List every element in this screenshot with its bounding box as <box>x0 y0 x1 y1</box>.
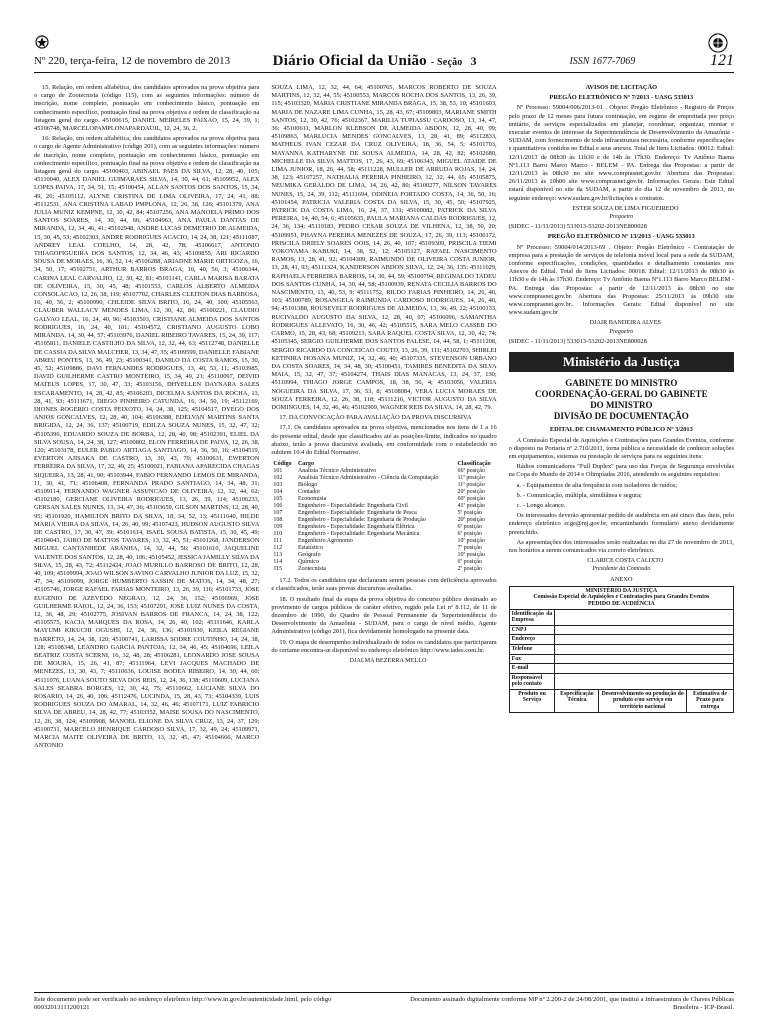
cell-cargo: Analista Técnico Administrativo <box>297 468 377 475</box>
cell-cargo: Engenheiro - Especialidade: Engenharia Civil <box>297 503 408 510</box>
edital-text: A Comissão Especial de Aquisições e Contratações para Grandes Eventos, conforme o disposto na Portaria nº 2.710/2011, torna pública a necessidade de conhecer soluções em equipamentos, sistemas ou prestação de serviços para os seguintes itens: <box>508 436 734 460</box>
pregao-7-title: PREGÃO ELETRÔNICO Nº 7/2013 - UASG 533013 <box>549 94 694 102</box>
table-row <box>271 482 496 489</box>
item-19: 19. O mapa de desempenho individualizado de todos os candidatos que participaram do certame encontra-se disponível no endereço eletrônico http://www.iades.com.br. <box>271 638 497 654</box>
col-header-cargo: Cargo <box>297 461 314 468</box>
table-row <box>271 468 496 475</box>
list-continuation: SOUZA LIMA, 12, 32, 44, 64; 45100765, MARCOS ROBERTO DE SOUZA MARTINS, 12, 32, 44, 55; 45100553, MARCOS ROCHA DOS SANTOS, 13, 26, 39, 115; 45103320, MARIA CRISTIANE MIRANDA BRAGA, 15, 38, 53, 10; 45101603, MARIA DE NAZARE LIMA CUNHA, 15, 28, 43, 67; 45109803, MARIANE SMITH SANTOS, 12, 30, 42, 76; 45102367, MARILIA TUPIASSU CARDOSO, 13, 34, 47, 36; 45100611, MARLON KLEBSON DE ALMEIDA ABDON, 12, 28, 40, 99; 45109863, MARLUCIA MENDES GONCALVES, 13, 28, 41, 89; 45112833, MATHEUS IVAN CEZAR DA CRUZ OLIVEIRA, 18, 36, 54, 5; 45101703, MAYANNA KATHARYNE DE SOUSA ALMEIDA, 14, 28, 42, 82; 45102680, MICHELLE DA SILVA MATTOS, 17, 26, 43, 69; 45106343, MIGUEL ATAIDE DE LIMA JUNIOR, 18, 26, 44, 58; 45111228, MULLER DE ARRUDA ROJAS, 14, 24, 38, 123; 45107257, NATHALIA PEREIRA PINHEIRO, 12, 32, 44, 65; 45105875, NEUMIKA GERALDO DE LIMA, 14, 26, 42, 80; 45100277, NILSON TAVARES NUNES, 15, 24, 39, 112; 45111694, ODINEIA FORTADO COSTA, 14, 36, 50, 16; 45101454, PATRICIA VALERIA COSTA DA SILVA, 15, 30, 45, 50; 45107925, PATRICK DA COSTA LIMA, 16, 24, 37, 131; 45100082, PATRICK DA SILVA PEREIRA, 14, 40, 54, 6; 45105635, PAULA MARIANA CALDAS RODRIGUES, 12, 24, 36, 134; 45110183, PEDRO CESAR SOUZA DE VILHENA, 12, 38, 50, 20; 45109951, PHAYNA PEREIRA MENEZES DE SOUZA, 17, 26, 39, 113; 45106172, PRISCILA DRIELY SOARES OOIS, 14, 26, 40, 107; 45109309, PRISCILA TIEMI YOKOYAMA KABUKI, 14, 38, 52, 12; 45105127, RAFAEL NASCIMENTO RAMOS, 13, 28, 41, 92; 45104309, RAIMUNDO DE OLIVEIRA COSTA JUNIOR, 13, 28, 41, 93; 45111324, KANDERSON ABDON SILVA, 12, 24, 36, 135; 45111029, RAPHAELA FERREIRA BARROS, 14, 30, 44, 59; 45100794, REGINALDO TADEU DOS SANTOS CUNHA, 14, 30, 44, 58; 45100939, RENATA CECILIA BARROS DO NASCIMENTO, 13, 40, 53, 9; 45111752, RILDO FARIAS PINHEIRO, 14, 26, 40, 103; 45100789, ROSANGELA RAIMUNDA CARDOSO RODRIGUES, 14, 26, 40, 94; 45101388, ROUSEVELT RODRIGUES DE ALMEIDA, 13, 36, 49, 22; 45100133, RUCIVALDO AUGUSTO DA SILVA, 12, 28, 40, 97; 45106096, SAMANTHA RODRIGUES ALLEVATO, 16, 30, 46, 42; 45105515, SARA MELO CASSEB DO CARMO, 15, 28, 43, 68; 45109213, SARA RAQUEL COSTA SILVA, 12, 30, 42, 74; 45105345, SERGIO GUILHERME DOS SANTOS FALESE, 14, 44, 58, 1; 45111208, SERGIO RICARDO DA CONCEICAO COUTO, 13, 26, 39, 111; 45102703, SHIRLEI KETINIRA HOSANA MUNIZ, 14, 32, 46, 40; 45107335, STEVENSON URBANO DA COSTA SOARES, 14, 34, 48, 30; 45100451, TAMIRES BENEDITA DA SILVA MAIA, 15, 32, 47, 37; 45104274, THAIS DIAS MANACAS, 13, 24, 37, 130; 45110994, THIAGO JORGE CAMPOS, 18, 38, 56, 4; 45103056, VALERIA NOGUEIRA DA SILVA, 17, 36, 53, 8; 45108084, VERA LUCIA MORAES DE SOUZA FERREIRA, 12, 26, 38, 118; 45111216, VICTOR AUGUSTO DA SILVA DOMINGUES, 14, 32, 46, 46; 45102909, WAGNER REIS DA SILVA, 14, 28, 42, 79. <box>271 84 497 411</box>
page-footer <box>34 992 734 1012</box>
column-1 <box>34 84 259 980</box>
cell-classificacao: 6ª posição <box>457 559 482 566</box>
form-field: Responsável pelo contato <box>509 673 555 689</box>
cell-codigo: 114 <box>273 559 283 566</box>
cell-classificacao: 11ª posição <box>457 482 485 489</box>
cell-cargo: Engenheiro Agrônomo <box>297 538 353 545</box>
cell-codigo: 105 <box>273 496 283 503</box>
form-field: CNPJ <box>509 625 555 635</box>
journal-title: Diário Oficial da União - Seção 3 <box>272 52 477 69</box>
cell-cargo: Engenheiro - Especialidade: Engenharia Elétrica <box>297 524 415 531</box>
cell-codigo: 115 <box>273 566 283 573</box>
form-title: PEDIDO DE AUDIÊNCIA <box>587 600 655 607</box>
cell-classificacao: 5ª posição <box>457 510 482 517</box>
cell-classificacao: 6ª posição <box>457 524 482 531</box>
table-row <box>271 475 496 482</box>
radios-text: Rádios comunicadores "Full Duplex" para uso das Forças de Segurança envolvidas na Copa do Mundo de 2014 e Olimpíadas 2016, atendendo os seguintes requisitos: <box>508 463 734 479</box>
cell-classificacao: 41ª posição <box>457 503 485 510</box>
cell-cargo: Analista Técnico Administrativo - Ciência da Computação <box>297 475 439 482</box>
cell-codigo: 102 <box>273 475 283 482</box>
table-row <box>271 517 496 524</box>
cell-cargo: Engenheiro - Especialidade: Engenharia de Pesca <box>297 510 417 517</box>
cell-classificacao: 2ª posição <box>457 566 482 573</box>
section-label: - Seção <box>430 56 463 68</box>
issue-date: Nº 220, terça-feira, 12 de novembro de 2013 <box>34 55 231 67</box>
cell-cargo: Engenheiro - Especialidade: Engenharia Mecânica <box>297 531 420 538</box>
form-col-produto: Produto ou Serviço <box>509 689 555 712</box>
table-row <box>271 559 496 566</box>
footer-signature-note: Documento assinado digitalmente conforme MP nº 2.200-2 de 24/08/2001, que institui a Infraestrutura de Chaves Públicas Brasileira - ICP-Brasil. <box>410 996 734 1011</box>
footer-verification: Este documento pode ser verificado no endereço eletrônico http://www.in.gov.br/autenticidade.html, pelo código 00032013111200121 <box>34 996 332 1011</box>
col-header-classificacao: Classificação <box>457 461 491 468</box>
cell-classificacao: 20ª posição <box>457 489 485 496</box>
form-field: Telefone <box>509 644 555 654</box>
table-header-row <box>271 461 496 468</box>
form-header: MINISTÉRIO DA JUSTIÇA <box>585 587 658 594</box>
cell-codigo: 106 <box>273 503 283 510</box>
cell-classificacao: 10ª posição <box>457 538 485 545</box>
cell-codigo: 108 <box>273 517 283 524</box>
item-17-1: 17.1. Os candidatos aprovados na prova objetiva, mencionados nos itens de 1 a 16 do presente edital, desde que classificados até as posições-limite, indicados no quadro abaixo, terão a prova discursiva avaliada, em conformidade com o estabelecido no subitem 10.4 do Edital Normativo. <box>271 424 497 456</box>
table-row <box>271 552 496 559</box>
page-header <box>34 50 734 73</box>
form-sub: Comissão Especial de Aquisições e Contratações para Grandes Eventos <box>533 594 710 601</box>
edital-title: EDITAL DE CHAMAMENTO PÚBLICO Nº 3/2013 <box>549 426 693 434</box>
table-row <box>271 531 496 538</box>
table-row <box>271 524 496 531</box>
pregao-7-text: Nº Processo: 59004/006/2013-01 . Objeto: Pregão Eletrônico - Registro de Preços pelo prazo de 12 meses para futura contratação, em regime de empreitada por preço unitário, de serviços especializados em planejar, coordenar, organizar, montar e executar eventos de interesse da Superintendência de Desenvolvimento da Amazônia - SUDAM, com fornecimento de toda infraestrutura necessária, conforme especificações e quantitativos contidos no Edital e seus anexos. Total de Itens Licitados: 00012. Edital: 12/11/2013 de 08h30 às 11h30 e de 14h às 17h30. Endereço: Tv Antônio Baena Nº1.113 Barro Marco Marco - BELEM - PA. Entrega das Propostas: a partir de 12/11/2013 às 08h30 no site www.comprasnet.gov.br. Abertura das Propostas: 26/11/2013 às 10h00 site www.comprasnet.gov.br. Informações Gerais: Este Edital estará disponível no site da SUDAM, a partir do dia 12 de novembro de 2013, no seguinte endereço: www.sudam.gov.br/licitações e contratos. <box>508 104 734 202</box>
cell-classificacao: 11ª posição <box>457 475 485 482</box>
cell-codigo: 107 <box>273 510 283 517</box>
cell-cargo: Contador <box>297 489 321 496</box>
item-15: 15. Relação, em ordem alfabética, dos candidatos aprovados na prova objetiva para o cargo de Zootecnista (código 115), com as seguintes informações: número de inscrição, nome completo, pontuação em conhecimento básico, pontuação em conhecimento específico, pontuação final na prova objetiva e ordem de classificação na listagem geral do cargo. 45100615, DANIEL MEIRELES PAIXAO, 15, 24, 39, 1; 45106748, MARCELOPAMPLONAPARDAUIL, 12, 24, 36, 2. <box>34 84 260 133</box>
interessados-text: Os interessados deverão apresentar pedido de audiência em até cinco dias úteis, pelo endereço eletrônico ecge@mj.gov.br, encaminhando formulário anexo devidamente preenchido. <box>508 512 734 536</box>
classification-table <box>271 461 496 573</box>
column-2 <box>271 84 496 980</box>
audience-request-form <box>509 586 734 713</box>
pregao-13-title: PREGÃO ELETRÔNICO Nº 13/2013 - UASG 533013 <box>547 233 695 241</box>
sidec-1: (SIDEC - 11/11/2013) 533013-53202-2013NE800028 <box>508 223 647 231</box>
coat-of-arms-icon <box>32 34 52 50</box>
cell-classificacao: 66ª posição <box>457 468 485 475</box>
form-field: Identificação da Empresa <box>509 609 555 625</box>
cell-codigo: 101 <box>273 468 283 475</box>
col-header-codigo: Código <box>273 461 292 468</box>
cell-codigo: 103 <box>273 482 283 489</box>
gabinete-block: GABINETE DO MINISTRO COORDENAÇÃO-GERAL DO GABINETE DO MINISTRO DIVISÃO DE DOCUMENTAÇÃO <box>535 378 708 422</box>
cell-codigo: 104 <box>273 489 283 496</box>
page-number: 121 <box>709 52 734 69</box>
cell-codigo: 109 <box>273 524 283 531</box>
imprensa-nacional-seal-icon <box>706 32 730 54</box>
cell-cargo: Economista <box>297 496 327 503</box>
table-row <box>271 496 496 503</box>
cell-classificacao: 60ª posição <box>457 496 485 503</box>
cell-cargo: Engenheiro - Especialidade: Engenharia de Produção <box>297 517 426 524</box>
item-17-2: 17.2. Todos os candidatos que declararam serem pessoas com deficiência aprovados e classificados, terão suas provas discursivas avaliadas. <box>271 577 497 593</box>
section-number: 3 <box>470 53 477 68</box>
item-18: 18. O resultado final da etapa da prova objetiva do concurso público destinado ao provimento de cargos públicos de caráter efetivo, regido pela Lei nº 8.112, de 11 de dezembro de 1990, do Quadro de Pessoal Permanente da Superintendência do Desenvolvimento da Amazônia - SUDAM, para o cargo de nível médio, Agente Administrativo (código 201), fica devidamente homologado na presente data. <box>271 595 497 636</box>
pregao-13-text: Nº Processo: 59004/014/2013-69 . Objeto: Pregão Eletrônico - Contratação de empresa para a prestação de serviços de telefonia móvel local para a sede da SUDAM, conforme especificações, condições, quantidades e detalhamento constantes nos Anexos do Edital. Total de Itens Licitados: 00018. Edital: 12/11/2013 de 08h30 às 11h30 e de 14h às 17h30. Endereço: Tv Antônio Baena Nº1.113 Barro Marco BELEM - PA. Entrega das Propostas: a partir de 12/11/2013 às 08h30 no site www.comprasnet.gov.br. Abertura das Propostas: 25/11/2013 às 09h30 site www.comprasnet.gov.br.. Informações Gerais: Edital disponível no site www.sudam.gov.br <box>508 243 734 317</box>
form-col-prazo: Estimativa de Prazo para entrega <box>686 689 733 712</box>
table-row <box>271 510 496 517</box>
item-17-heading: 17. DA CONVOCAÇÃO PARA AVALIAÇÃO DA PROVA DISCURSIVA <box>279 414 472 422</box>
apresentacoes-text: As apresentações dos interessados serão realizadas no dia 27 de novembro de 2013, nos horários a serem comunicados via correio eletrônico. <box>508 538 734 554</box>
cell-codigo: 110 <box>273 531 283 538</box>
signature-djair: DJAIR BANDEIRA ALVES Pregoeiro <box>589 319 661 335</box>
cell-codigo: 111 <box>273 538 282 545</box>
table-row <box>271 489 496 496</box>
form-col-especificacao: Especificação Técnica <box>555 689 599 712</box>
avisos-title: AVISOS DE LICITAÇÃO <box>585 84 658 91</box>
signature-ester: ESTER SOUZA DE LIMA FIGUEIREDO Pregoeiro <box>572 204 679 221</box>
cell-classificacao: 6ª posição <box>457 531 482 538</box>
cell-codigo: 112 <box>273 545 283 552</box>
issn: ISSN 1677-7069 <box>569 55 636 67</box>
requirement-a: a. - Equipamentos de alta frequência com isoladores de ruídos; <box>516 481 678 489</box>
form-field: E-mail <box>509 664 555 674</box>
table-row <box>271 503 496 510</box>
anexo-label: ANEXO <box>610 575 633 583</box>
form-col-desenvolvimento: Desenvolvimento ou produção do produto e/ou serviço em território nacional <box>599 689 686 712</box>
cell-cargo: Biólogo <box>297 482 318 489</box>
cell-classificacao: 20ª posição <box>457 517 485 524</box>
cell-cargo: Químico <box>297 559 319 566</box>
requirement-c: c. - Longo alcance. <box>516 501 566 509</box>
content-columns <box>34 84 734 980</box>
cell-classificacao: 10ª posição <box>457 552 485 559</box>
table-body <box>271 468 496 573</box>
cell-cargo: Estatístico <box>297 545 323 552</box>
sidec-2: (SIDEC - 11/11/2013) 533013-53202-2013NE800028 <box>508 337 647 345</box>
cell-cargo: Geógrafo <box>297 552 321 559</box>
signature-djalma: DJALMA BEZERRA MELLO <box>349 656 427 664</box>
table-row <box>271 538 496 545</box>
item-16: 16. Relação, em ordem alfabética, dos candidatos aprovados na prova objetiva para o cargo de Agente Administrativo (código 201), com as seguintes informações: número de inscrição, nome completo, pontuação em conhecimento básico, pontuação em conhecimento específico, pontuação final na prova objetiva e ordem de classificação na listagem geral do cargo. 45100403, ABINAEL PAES DA SILVA, 12, 28, 40, 105; 45110040, ALEX DANIEL GUIMARAES SILVA, 14, 30, 44, 61; 45109952, ALEX LOPES PAIVA, 17, 34, 51, 15; 45100454, ALLAN SANTOS DOS SANTOS, 15, 34, 49, 26; 45105112, ALYNE CRISTINA DE LIMA OLIVEIRA, 17, 24, 41, 88; 45112531, ANA CRISTINA LABAD PMPLONA, 12, 26, 38, 126; 45101379, ANA JULIA MUNIZ KEMPNE, 12, 30, 42, 84; 45107256, ANA MANOELA PRIMO DOS SANTOS SOARES, 14, 30, 44, 66; 45104963, ANA PAULA DANTAS DE MIRANDA, 12, 34, 46, 41; 45102948, ANDRE LUCAS DEMETRIO DE ALMEIDA, 15, 30, 45, 53; 45102303, ANDRE RODRIGUES ACACIO, 14, 24, 38, 121; 45111087, ANDREY LEAL COELHO, 14, 28, 42, 78; 45106617, ANTONIO THIAGOFIGUEIRA DOS SANTOS, 12, 34, 46, 43; 45109855, ARI RICARDO SOUSA DE MORAES, 16, 36, 52, 14; 45106288, ARIADNE MARIE ORTIGOZA, 16, 34, 50, 17; 45102751, ARTHUR BARROS BRAGA, 16, 40, 56, 3; 45106344, CARINA LEAL CARVALHO, 12, 30, 42, 81; 45101141, CARLA MARISA BARATA DE OLIVEIRA, 15, 30, 45, 48; 45101553, CARLOS ALBERTO ALMEIDA CONSOLACAO, 12, 26, 38, 119; 45107702, CHARLES CLEITON DIAS BARBOSA, 16, 40, 56, 2; 45100990, CHLEIDE SILVA BRITO, 16, 24, 40, 100; 45105563, CLAUBER WALLACY MENDES LIMA, 12, 30, 42, 86; 45100221, CLAUDIO GALVAO LEAL, 16, 24, 40, 96; 45103503, CRISTIANE ALMEIDA DOS SANTOS RODRIGUES, 16, 24, 40, 101; 45104572, CRISTIANO AUGUSTO LOBO MIRANDA, 14, 30, 44, 57; 45103976, DANIEL RIBEIRO TAVARES, 15, 24, 39, 117; 45105811, DANIELE CASTILHO DA SILVA, 12, 32, 44, 63; 45112748, DANIELLE DE CASSIA DA SILVA MALCHER, 13, 34, 47, 35; 45109599, DANIELLE FABIANE ABREU PONTES, 13, 36, 49, 23; 45100341, DANILO DA COSTA RAMOS, 15, 30, 45, 52; 45109886, DAVI FERNANDES RODRIGUES, 13, 40, 53, 11; 45103985, DAVID GUILHERME CASTRO MONTEIRO, 15, 34, 49, 21; 45110097, DEIVID MATEUS LOPES, 17, 30, 47, 33; 45103156, DHYELLEN DAYNARA SALES ESCARAMENTO, 14, 28, 42, 85; 45106203, DICELMA SANTOS DA ROCHA, 13, 28, 41, 93; 45111671, DIEGO PINHEIRO CATUNDA, 16, 34, 50, 19; 45112169, DIONES ROGERIO COSTA PEIXOTO, 14, 24, 38, 125; 45104517, DYEGO DOS ANJOS GONCALVES, 12, 28, 40, 104; 45106388, EDELVAN MARTINS SANTA BRIGIDA, 12, 24, 36, 137; 45100719, EDILZA SOUZA NUNES, 15, 32, 47, 32; 45105396, EDUARDO SOUZA DE BORBA, 12, 28, 40, 98; 45102391, ELIEL DA SILVA SOUSA, 14, 24, 38, 127; 45100802, ELON FERREIRA DE PAIVA, 12, 26, 38, 120; 45103178, EULER PABLO ARTIAGA SANTIAGO, 14, 36, 50, 16; 45104519, EVERTON AJISAKA DE CASTRO, 13, 30, 43, 70; 45100631, EWERTON FERREIRA DA SILVA, 17, 32, 49, 25; 45100021, FABIANA APARECIDA CHAGAS SIQUEIRA, 13, 28, 41, 90; 45103944, FABIO FERNANDO LEMOS DE MIRANDA, 11, 30, 41, 71; 45106408, FERNANDA PRADO SANTIAGO, 14, 34, 48, 31; 45109114, FERNANDO WAGNER ASSUNCAO DE OLIVEIRA, 12, 32, 44, 62; 45102180, GERCIANE OLIVEIRA RODRIGUES, 13, 26, 39, 114; 45106233, GERSAN SALES NUNES, 13, 34, 47, 36; 45103659, GILSON MARTINS, 12, 28, 40, 95; 45101920, HAMILTON BRITO DA SILVA, 18, 34, 52, 13; 45111640, HILDE MARIA VIEIRA DA SILVA, 14, 26, 40, 99; 45107423, HUDSON AUGUSTO SILVA DE CASTRO, 17, 30, 47, 39; 45101614, ISAEL SOUSA BATISTA, 15, 30, 45, 49; 45104043, JAIRO DE MATTOS TAVARES, 13, 32, 45, 51; 45101268, JANDERSON MIGUEL CANTANHEDE ARANHA, 14, 32, 44, 56; 45101610, JAQUELINE VALENTE DOS SANTOS, 12, 28, 40, 106; 45105452, JESSICA JAMILLY SILVA DA SILVA, 15, 28, 43, 72; 45112424, JOAO MURILLO BARROSO DE BRITO, 12, 28, 40, 109; 45109994, JOAO WILSON SAVINO CARVALHO JUNIOR DA LUZ, 15, 32, 47, 34; 45109099, JORGE HUMBERTO SASSIN DE MATOS, 14, 34, 48, 27; 45105746, JORGE RAFAEL FARIAS MONTEIRO, 13, 26, 39, 116; 45101733, JOSE EUGENIO DE AZEVEDO NEGRAO, 12, 24, 36, 152; 45106969, JOSE GUILHERME RAIOL, 12, 24, 36, 153; 45107291, JOSE LUIZ NUNES DA COSTA, 12, 36, 48, 29; 45102775, JOSIVAN BARROS DE FRANCA, 14, 24, 38, 122; 45105575, KACIA MARQUES DA ROSA, 14, 26, 40, 102; 45111646, KARLA MAYUMI KIKUCHI OGUSHI, 12, 24, 36, 136; 45101930, KEILA REGIANE BARRETO, 14, 24, 38, 120; 45100741, LARISSA SODRE COUTINHO, 14, 24, 38, 128; 45108348, LEANDRO GARCIA PANTOJA, 12, 34, 46, 45; 45104696, LEILA BEATRIZ COSTA SCERNI, 16, 32, 48, 28; 45106281, LEONARDO JOSE SOUSA DE MOURA, 15, 26, 41, 87; 45111964, LEVI JACQUES MACHADO DE MENEZES, 13, 30, 43, 7; 45110636, LOUISE BODEA RIBEIRO, 14, 30, 44, 60; 45111076, LUANA SOUTO SILVA DOS REIS, 12, 24, 36, 138; 45110609, LUCIANA SALES SEABRA BORGES, 12, 30, 42, 75; 45110662, LUCIANE SILVA DO ROSARIO, 14, 26, 40, 106; 45112476, LUCINDA, 15, 28, 43, 73; 45104339, LUIS RODRIGUES SOUZA DO AMARAL, 14, 32, 46, 46; 45107171, LUIZ FABRICIO SILVA DE ABREU, 14, 28, 42, 77; 45103352, MAISE SOUSA DO NASCIMENTO, 12, 26, 38, 124; 45109908, MANOEL ELIONE DA SILVA CRUZ, 13, 24, 37, 129; 45100731, MARCELO HENRIQUE CARDOSO SILVA, 17, 32, 49, 24; 45109971, MARCIA MAITE OLIVEIRA DE BRITO, 13, 32, 45, 47; 45104666, MARCO ANTONIO <box>34 135 260 750</box>
cell-codigo: 113 <box>273 552 283 559</box>
cell-cargo: Zootecnista <box>297 566 326 573</box>
form-field: Endereço <box>509 635 555 645</box>
form-field: Fax <box>509 654 555 664</box>
table-row <box>271 566 496 573</box>
requirement-b: b. - Comunicação, múltipla, simultânea e segura; <box>516 491 642 499</box>
column-3 <box>509 84 734 980</box>
cell-classificacao: 7ª posição <box>457 545 482 552</box>
ministry-banner: Ministério da Justiça <box>509 352 734 372</box>
signature-clarice: CLARICE COSTA CALIXTO Presidente da Comissão <box>587 557 664 573</box>
